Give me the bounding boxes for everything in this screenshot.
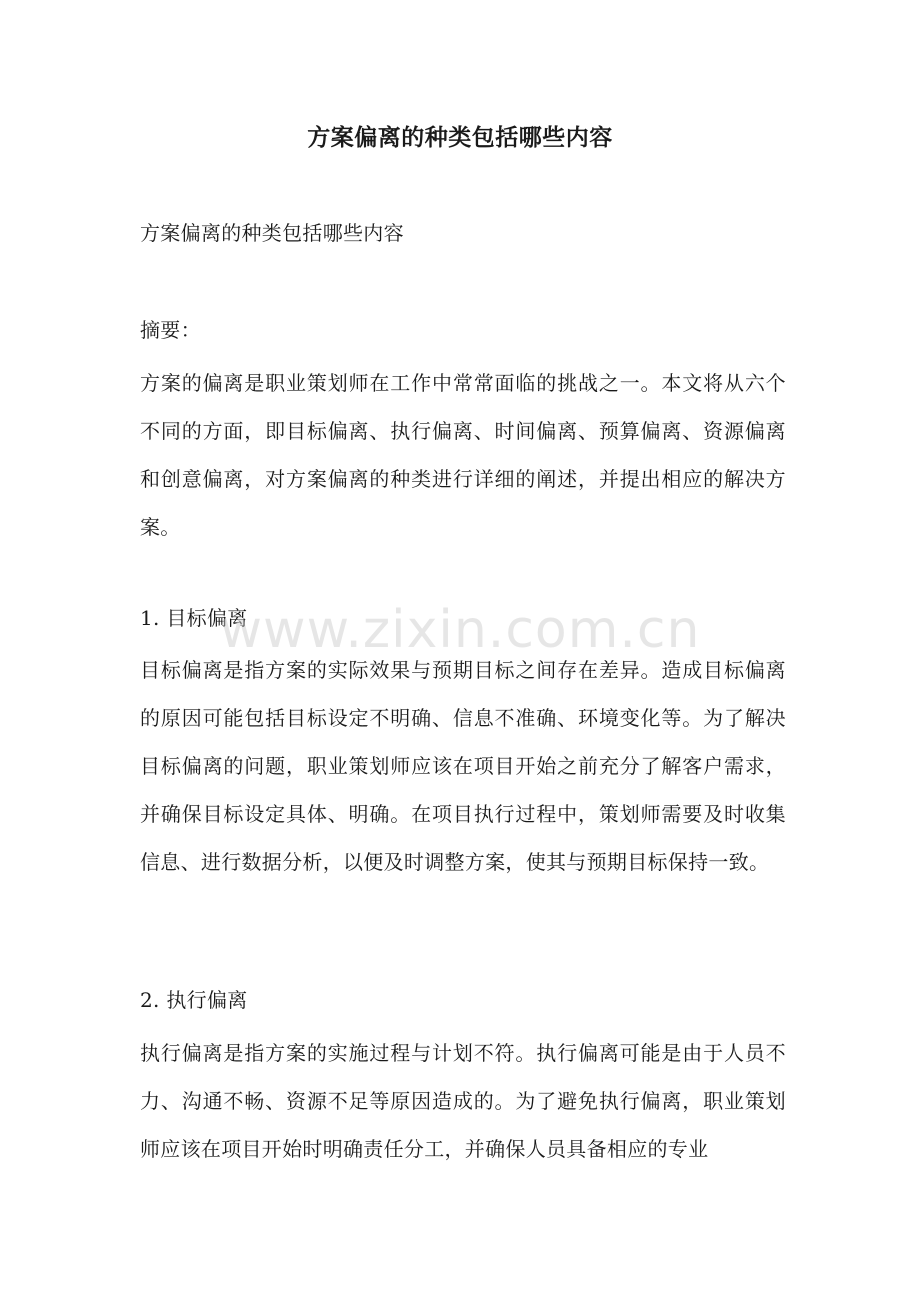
- document-subtitle: 方案偏离的种类包括哪些内容: [140, 221, 404, 245]
- watermark-text: www.zixin.com.cn: [219, 600, 701, 660]
- section-heading-execution-deviation: 2. 执行偏离: [140, 988, 248, 1012]
- section-paragraph-goal-deviation: 目标偏离是指方案的实际效果与预期目标之间存在差异。造成目标偏离的原因可能包括目标设定不明确、信息不准确、环境变化等。为了解决目标偏离的问题，职业策划师应该在项目开始之前充分了解客户需求，并确保目标设定具体、明确。在项目执行过程中，策划师需要及时收集信息、进行数据分析，以便及时调整方案，使其与预期目标保持一致。: [140, 658, 786, 874]
- abstract-paragraph: 方案的偏离是职业策划师在工作中常常面临的挑战之一。本文将从六个不同的方面，即目标偏离、执行偏离、时间偏离、预算偏离、资源偏离和创意偏离，对方案偏离的种类进行详细的阐述，并提出相应的解决方案。: [140, 371, 786, 539]
- section-paragraph-execution-deviation: 执行偏离是指方案的实施过程与计划不符。执行偏离可能是由于人员不力、沟通不畅、资源不足等原因造成的。为了避免执行偏离，职业策划师应该在项目开始时明确责任分工，并确保人员具备相应的专业: [140, 1041, 786, 1161]
- document-title: 方案偏离的种类包括哪些内容: [307, 124, 613, 151]
- abstract-label: 摘要：: [140, 318, 201, 342]
- section-heading-goal-deviation: 1. 目标偏离: [140, 606, 248, 630]
